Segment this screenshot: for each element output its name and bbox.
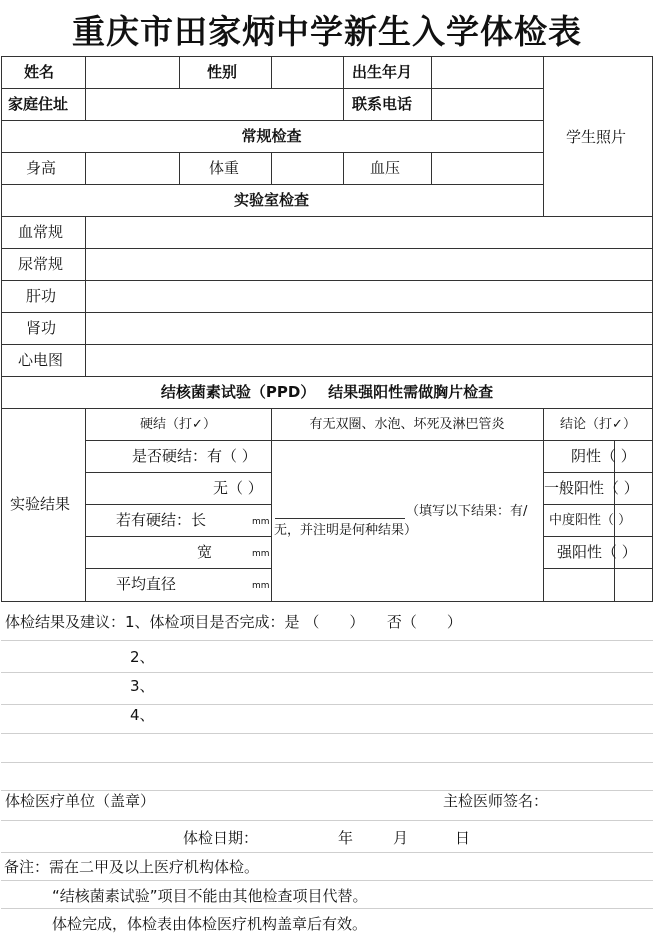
tb-col-induration: 硬结（打✓） <box>140 417 216 432</box>
date-month: 月 <box>393 829 409 847</box>
phone-label: 联系电话 <box>352 95 413 113</box>
advice-line-2: 2、 <box>130 648 155 666</box>
height-label: 身高 <box>26 159 57 177</box>
address-field[interactable] <box>86 89 343 120</box>
note-3: 体检完成，体检表由体检医疗机构盖章后有效。 <box>52 915 368 933</box>
conclusion-moderate: 中度阳性（ ） <box>549 513 632 528</box>
lab-item-kidney: 肾功 <box>26 319 57 337</box>
advice-line-3: 3、 <box>130 677 155 695</box>
gender-label: 性别 <box>207 63 238 81</box>
length-label: 若有硬结：长 <box>116 511 207 529</box>
gender-field[interactable] <box>272 57 343 88</box>
blood-field[interactable] <box>86 217 652 248</box>
birth-field[interactable] <box>432 57 543 88</box>
note-1: 备注：需在二甲及以上医疗机构体检。 <box>4 858 260 876</box>
width-unit: mm <box>252 549 270 559</box>
conclusion-negative: 阴性（ ） <box>571 447 636 465</box>
induration-none: 无（ ） <box>213 479 263 497</box>
form-title: 重庆市田家炳中学新生入学体检表 <box>72 12 582 51</box>
kidney-field[interactable] <box>86 313 652 344</box>
name-label: 姓名 <box>24 63 55 81</box>
exam-date-label: 体检日期： <box>183 829 259 847</box>
note-2: “结核菌素试验”项目不能由其他检查项目代替。 <box>52 887 368 905</box>
exam-unit-label: 体检医疗单位（盖章） <box>5 792 156 810</box>
avg-unit: mm <box>252 581 270 591</box>
weight-label: 体重 <box>209 159 240 177</box>
date-day: 日 <box>455 829 471 847</box>
doctor-sign-label: 主检医师签名： <box>443 792 549 810</box>
date-year: 年 <box>338 829 354 847</box>
height-field[interactable] <box>86 153 179 184</box>
conclusion-positive: 一般阳性（ ） <box>544 479 639 497</box>
ecg-field[interactable] <box>86 345 652 376</box>
blister-field[interactable] <box>272 441 543 601</box>
photo-label: 学生照片 <box>566 128 627 146</box>
liver-field[interactable] <box>86 281 652 312</box>
urine-field[interactable] <box>86 249 652 280</box>
routine-header: 常规检查 <box>241 127 302 145</box>
advice-line-4: 4、 <box>130 706 155 724</box>
birth-label: 出生年月 <box>352 63 413 81</box>
bp-field[interactable] <box>432 153 543 184</box>
advice-line-1: 体检结果及建议：1、体检项目是否完成：是 （ ） 否（ ） <box>5 613 462 631</box>
width-label: 宽 <box>197 543 213 561</box>
bp-label: 血压 <box>370 159 401 177</box>
fill-note-2: 无，并注明是何种结果） <box>274 523 418 538</box>
weight-field[interactable] <box>272 153 343 184</box>
tb-col-blister: 有无双圈、水泡、坏死及淋巴管炎 <box>309 417 505 432</box>
conclusion-strong: 强阳性（ ） <box>557 543 637 561</box>
address-label: 家庭住址 <box>8 95 69 113</box>
lab-item-ecg: 心电图 <box>18 351 64 369</box>
lab-header: 实验室检查 <box>233 191 309 209</box>
avg-diameter-label: 平均直径 <box>116 575 177 593</box>
lab-item-urine: 尿常规 <box>18 255 64 273</box>
phone-field[interactable] <box>432 89 543 120</box>
tb-col-conclusion: 结论（打✓） <box>560 417 636 432</box>
tb-header: 结核菌素试验（PPD） 结果强阳性需做胸片检查 <box>160 383 494 401</box>
lab-item-liver: 肝功 <box>26 287 57 305</box>
length-unit: mm <box>252 517 270 527</box>
induration-question: 是否硬结：有（ ） <box>132 447 257 465</box>
fill-note-1: （填写以下结果：有/ <box>406 504 528 519</box>
lab-item-blood: 血常规 <box>18 223 64 241</box>
name-field[interactable] <box>86 57 179 88</box>
tb-result-label: 实验结果 <box>10 495 71 513</box>
